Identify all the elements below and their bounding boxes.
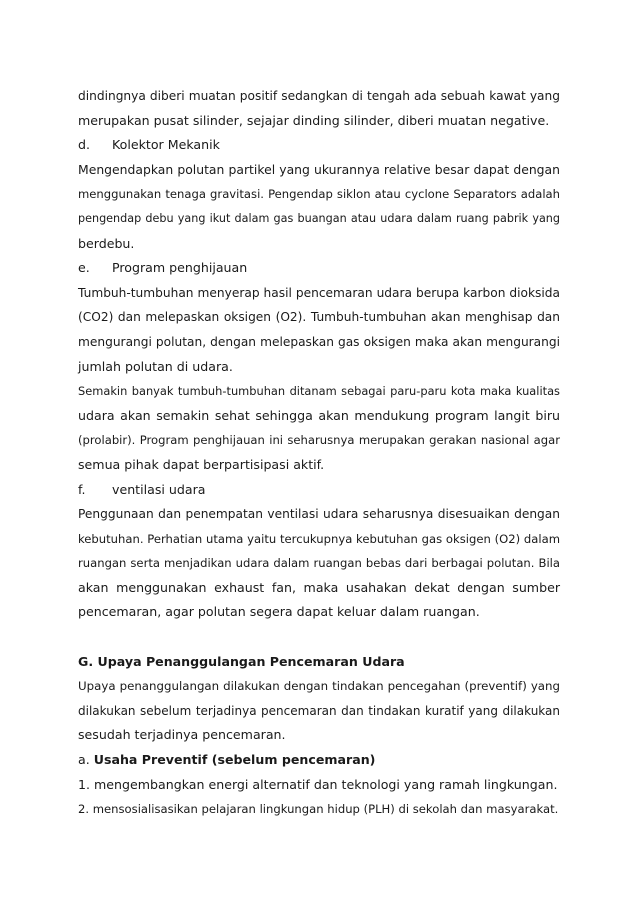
text-line: pencemaran, agar polutan segera dapat keluar dalam ruangan.	[78, 604, 480, 620]
subsection-heading-a	[78, 748, 560, 773]
text-line: berdebu.	[78, 235, 135, 251]
text-line: akan menggunakan exhaust fan, maka usahakan dekat dengan sumber	[78, 579, 560, 595]
list-item: 1. mengembangkan energi alternatif dan teknologi yang ramah lingkungan.	[78, 776, 558, 792]
text-line: mengurangi polutan, dengan melepaskan gas oksigen maka akan mengurangi	[78, 334, 560, 349]
text-line: semua pihak dapat berpartisipasi aktif.	[78, 456, 325, 472]
text-line: pengendap debu yang ikut dalam gas buangan atau udara dalam ruang pabrik yang	[78, 211, 560, 225]
list-marker: d.	[78, 137, 90, 153]
list-item-title: ventilasi udara	[112, 481, 206, 497]
list-item-e	[78, 256, 560, 281]
document-page	[78, 84, 560, 822]
list-item: 2. mensosialisasikan pelajaran lingkungan hidup (PLH) di sekolah dan masyarakat.	[78, 802, 559, 817]
text-line: (prolabir). Program penghijauan ini seharusnya merupakan gerakan nasional agar	[78, 433, 560, 448]
text-line: jumlah polutan di udara.	[78, 358, 233, 374]
text-line: ruangan serta menjadikan udara dalam ruangan bebas dari berbagai polutan. Bila	[78, 556, 560, 571]
list-item-d	[78, 133, 560, 158]
blank-line	[78, 625, 560, 650]
text-line: dilakukan sebelum terjadinya pencemaran dan tindakan kuratif yang dilakukan	[78, 703, 560, 718]
list-item-f	[78, 478, 560, 503]
list-item-title: Kolektor Mekanik	[112, 137, 220, 153]
text-line: udara akan semakin sehat sehingga akan mendukung program langit biru	[78, 407, 560, 423]
paragraph-penghijauan-2	[78, 379, 560, 477]
text-line: Penggunaan dan penempatan ventilasi udara seharusnya disesuaikan dengan	[78, 507, 560, 522]
list-marker: e.	[78, 260, 90, 276]
text-line: Upaya penanggulangan dilakukan dengan tindakan pencegahan (preventif) yang	[78, 679, 560, 694]
text-line: kebutuhan. Perhatian utama yaitu tercukupnya kebutuhan gas oksigen (O2) dalam	[78, 531, 560, 546]
paragraph-upaya	[78, 674, 560, 748]
text-line: Tumbuh-tumbuhan menyerap hasil pencemaran udara berupa karbon dioksida	[78, 285, 560, 300]
list-item-title: Program penghijauan	[112, 260, 248, 276]
subsection-prefix: a.	[78, 752, 94, 768]
text-line: Mengendapkan polutan partikel yang ukurannya relative besar dapat dengan	[78, 161, 560, 177]
text-line: dindingnya diberi muatan positif sedangkan di tengah ada sebuah kawat yang	[78, 89, 560, 103]
section-heading-g: G. Upaya Penanggulangan Pencemaran Udara	[78, 653, 405, 669]
subsection-title: Usaha Preventif (sebelum pencemaran)	[93, 752, 376, 768]
text-line: Semakin banyak tumbuh-tumbuhan ditanam sebagai paru-paru kota maka kualitas	[78, 384, 560, 399]
text-line: merupakan pusat silinder, sejajar dinding silinder, diberi muatan negative.	[78, 112, 550, 128]
text-line: menggunakan tenaga gravitasi. Pengendap siklon atau cyclone Separators adalah	[78, 187, 560, 202]
paragraph-penghijauan-1	[78, 281, 560, 379]
paragraph-kolektor-mekanik	[78, 158, 560, 256]
text-line: sesudah terjadinya pencemaran.	[78, 727, 286, 743]
paragraph-continuation	[78, 84, 560, 133]
paragraph-ventilasi	[78, 502, 560, 625]
preventif-list	[78, 773, 560, 822]
text-line: (CO2) dan melepaskan oksigen (O2). Tumbuh-tumbuhan akan menghisap dan	[78, 310, 560, 325]
list-marker: f.	[78, 481, 86, 497]
